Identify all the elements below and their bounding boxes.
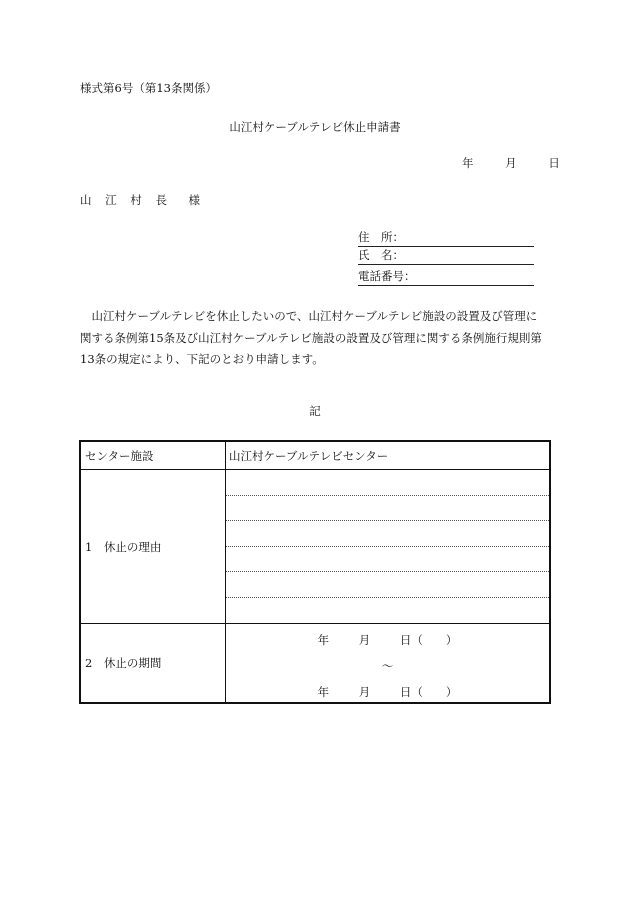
period-input[interactable] [226, 624, 551, 704]
name-field[interactable] [358, 250, 534, 265]
table-row [80, 441, 550, 470]
addressee: 山 江 村 長 様 [80, 193, 205, 207]
period-end-day: 日（ ） [399, 685, 458, 699]
application-statement [80, 306, 550, 371]
period-tilde: 〜 [381, 659, 394, 673]
date-year-label: 年 [462, 156, 474, 170]
period-start-month: 月 [358, 633, 371, 647]
facility-value: 山江村ケーブルテレビセンター [226, 441, 551, 470]
date-month-label: 月 [505, 156, 517, 170]
reason-line[interactable] [226, 598, 549, 624]
details-table [79, 440, 551, 704]
period-end-year: 年 [317, 685, 330, 699]
table-row [80, 624, 550, 704]
reason-label: 1 休止の理由 [80, 470, 226, 624]
document-title: 山江村ケーブルテレビ休止申請書 [229, 120, 401, 134]
reason-input[interactable] [226, 470, 551, 624]
period-start-year: 年 [317, 633, 330, 647]
facility-label: センター施設 [80, 441, 226, 470]
reason-line[interactable] [226, 547, 549, 573]
reason-line[interactable] [226, 496, 549, 522]
statement-line: 13条の規定により、下記のとおり申請します。 [80, 352, 324, 366]
address-label: 住 所： [358, 230, 404, 244]
statement-line: 関する条例第15条及び山江村ケーブルテレビ施設の設置及び管理に関する条例施行規則第 [80, 330, 542, 345]
table-row [80, 470, 550, 624]
name-label: 氏 名： [358, 248, 404, 262]
form-number: 様式第6号（第13条関係） [80, 81, 217, 95]
period-label: 2 休止の期間 [80, 624, 226, 704]
reason-line[interactable] [226, 470, 549, 496]
ki-heading: 記 [309, 404, 321, 418]
period-start[interactable] [226, 632, 549, 648]
phone-label: 電話番号： [358, 269, 416, 283]
period-start-day: 日（ ） [399, 633, 458, 647]
reason-line[interactable] [226, 521, 549, 547]
reason-line[interactable] [226, 572, 549, 598]
statement-line: 山江村ケーブルテレビを休止したいので、山江村ケーブルテレビ施設の設置及び管理に [80, 309, 538, 323]
period-end[interactable] [226, 684, 549, 700]
period-end-month: 月 [358, 685, 371, 699]
date-day-label: 日 [548, 156, 560, 170]
phone-field[interactable] [358, 271, 534, 286]
application-date [462, 158, 560, 170]
address-field[interactable] [358, 232, 534, 247]
